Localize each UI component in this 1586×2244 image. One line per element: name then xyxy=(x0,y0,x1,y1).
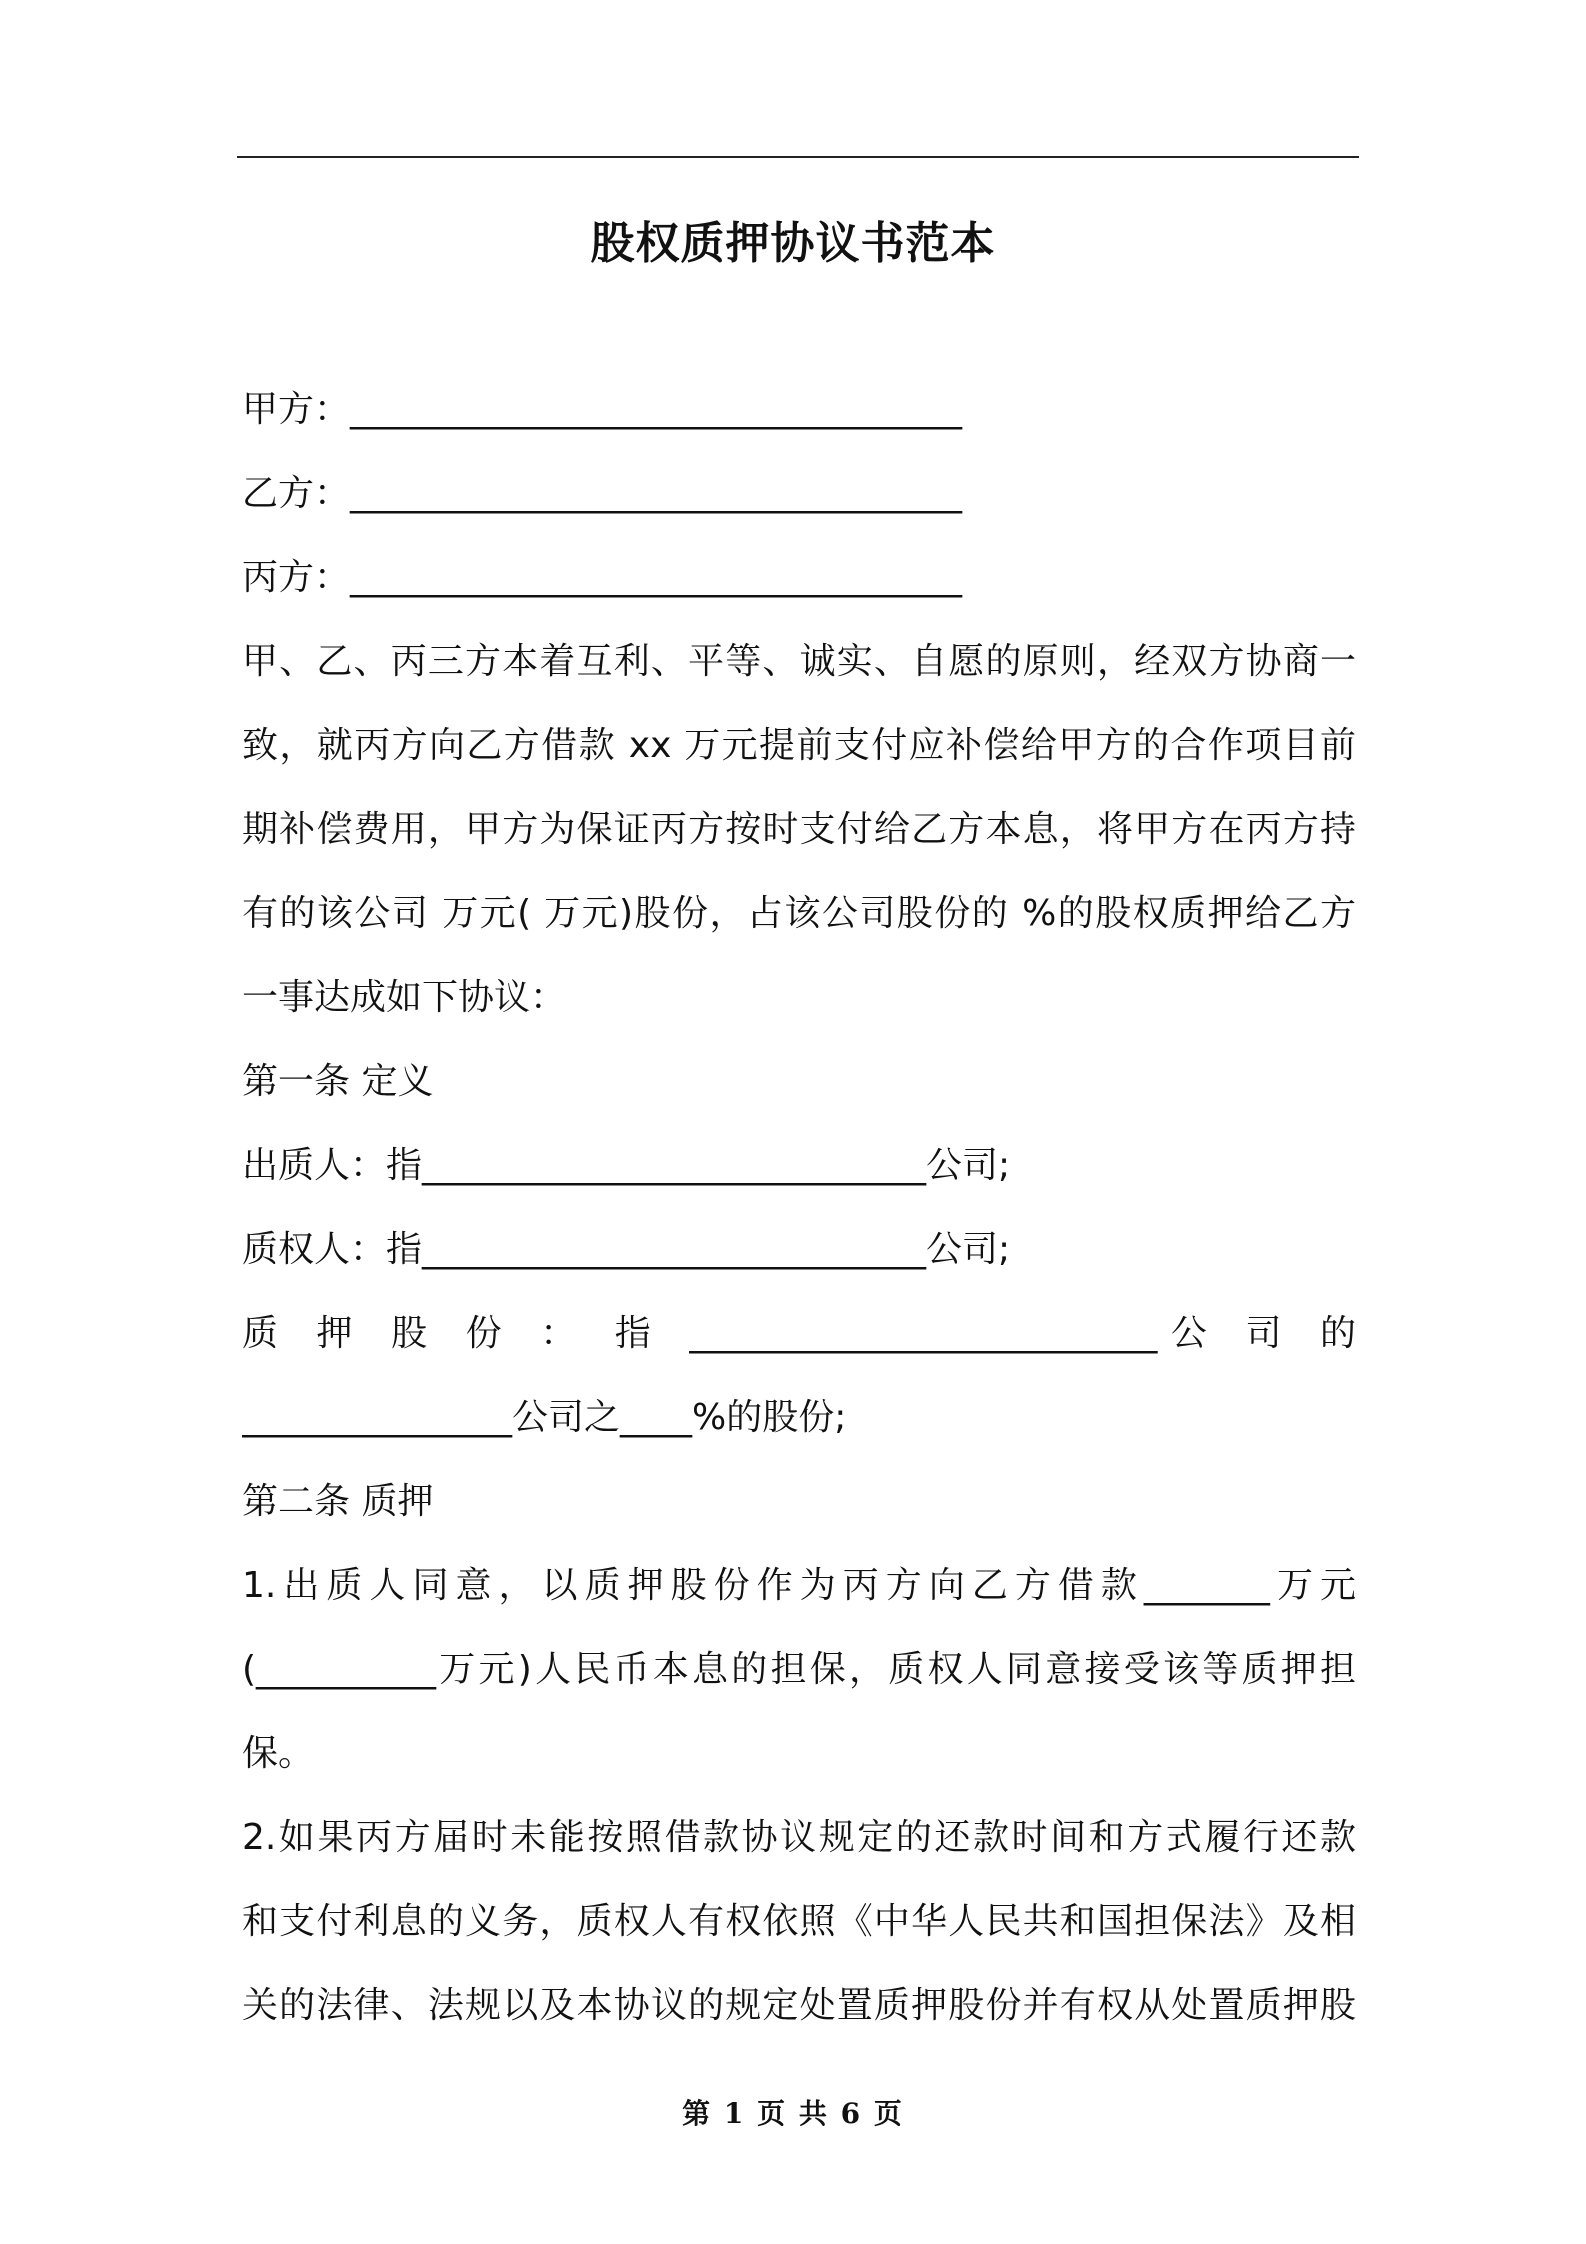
clause-2-2-line: 和支付利息的义务，质权人有权依照《中华人民共和国担保法》及相 xyxy=(242,1901,1356,1942)
preamble-line: 期补偿费用，甲方为保证丙方按时支付给乙方本息，将甲方在丙方持 xyxy=(242,809,1356,850)
preamble-line: 甲、乙、丙三方本着互利、平等、诚实、自愿的原则，经双方协商一 xyxy=(242,641,1356,682)
document-title: 股权质押协议书范本 xyxy=(590,218,996,269)
pledged-shares-definition: 质 押 股 份 ： 指 __________________________公 司 的 xyxy=(242,1313,1356,1354)
header-rule xyxy=(237,156,1359,158)
party-b-line: 乙方：__________________________________ xyxy=(242,473,963,514)
pledged-shares-definition-cont: _______________公司之____%的股份; xyxy=(242,1397,847,1438)
preamble-line: 有的该公司 万元( 万元)股份，占该公司股份的 %的股权质押给乙方 xyxy=(242,893,1356,934)
pledgee-definition: 质权人：指____________________________公司; xyxy=(242,1229,1011,1270)
page-footer: 第 1 页 共 6 页 xyxy=(682,2097,904,2130)
party-c-line: 丙方：__________________________________ xyxy=(242,557,963,598)
clause-2-1-line: 1.出质人同意，以质押股份作为丙方向乙方借款_______万元 xyxy=(242,1565,1356,1606)
document-body xyxy=(242,368,1356,2048)
preamble-line: 一事达成如下协议： xyxy=(242,977,567,1018)
clause-2-2-line: 2.如果丙方届时未能按照借款协议规定的还款时间和方式履行还款 xyxy=(242,1817,1356,1858)
clause-2-2-line: 关的法律、法规以及本协议的规定处置质押股份并有权从处置质押股 xyxy=(242,1985,1356,2026)
clause-2-1-line: (__________万元)人民币本息的担保，质权人同意接受该等质押担 xyxy=(242,1649,1356,1690)
preamble-line: 致，就丙方向乙方借款 xx 万元提前支付应补偿给甲方的合作项目前 xyxy=(242,725,1356,766)
clause-2-1-line: 保。 xyxy=(242,1733,315,1774)
party-a-line: 甲方：__________________________________ xyxy=(242,389,963,430)
article-1-heading: 第一条 定义 xyxy=(242,1061,434,1102)
article-2-heading: 第二条 质押 xyxy=(242,1481,434,1522)
pledgor-definition: 出质人：指____________________________公司; xyxy=(242,1145,1011,1186)
